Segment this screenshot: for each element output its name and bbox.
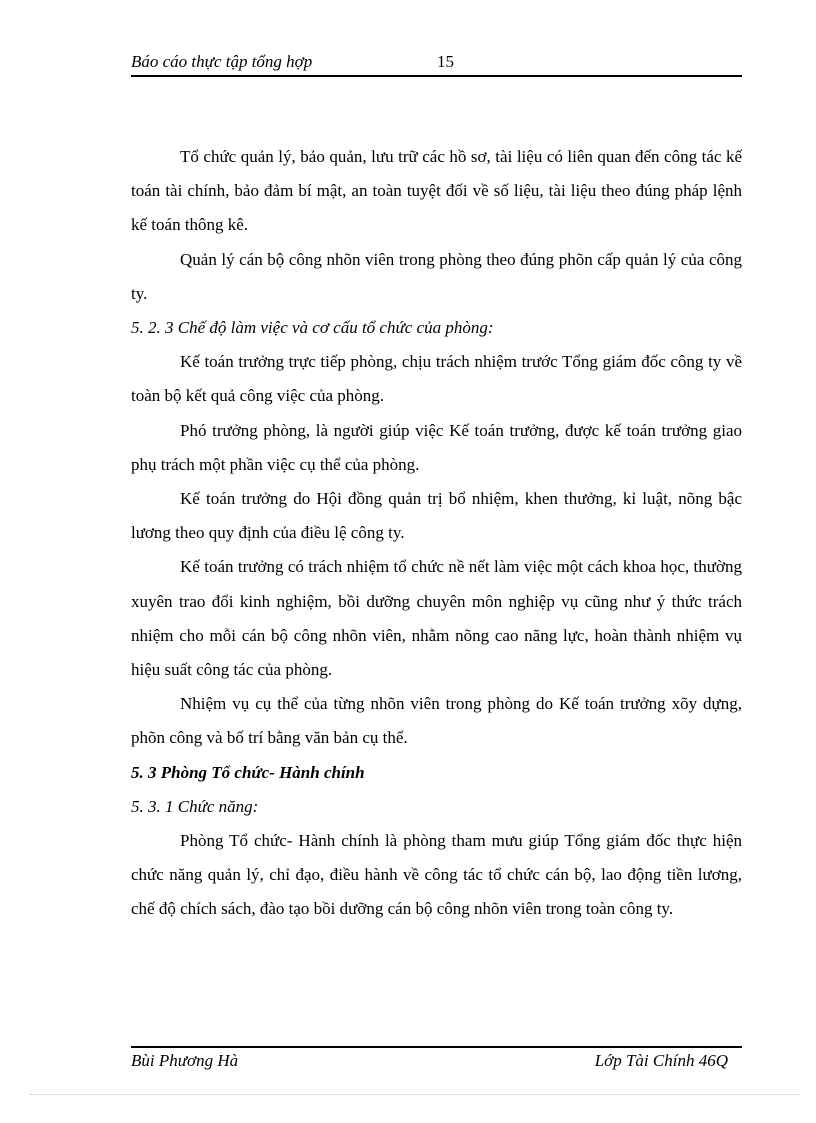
document-body: [131, 140, 742, 927]
bottom-dotted-line: [30, 1094, 800, 1095]
paragraph: Phó trưởng phòng, là người giúp việc Kế toán trưởng, được kế toán trưởng giao phụ trách một phần việc cụ thể của phòng.: [131, 420, 742, 474]
paragraph: Quản lý cán bộ công nhõn viên trong phòng theo đúng phõn cấp quản lý của công ty.: [131, 249, 742, 303]
header-rule: [131, 75, 742, 77]
paragraph: Phòng Tổ chức- Hành chính là phòng tham mưu giúp Tổng giám đốc thực hiện chức năng quản lý, chỉ đạo, điều hành về công tác tổ chức cán bộ, lao động tiền lương, chế độ chích sách, đào tạo bồi dưỡng cán bộ công nhõn viên trong toàn công ty.: [131, 831, 742, 919]
footer-class: Lớp Tài Chính 46Q: [594, 1051, 728, 1070]
page-number: 15: [437, 52, 454, 71]
page-header: [131, 52, 742, 76]
paragraph: Kế toán trưởng có trách nhiệm tổ chức nề nết làm việc một cách khoa học, thường xuyên trao đổi kinh nghiệm, bồi dưỡng chuyên môn nghiệp vụ cũng như ý thức trách nhiệm cho mỗi cán bộ công nhõn viên, nhằm nõng cao năng lực, hoàn thành nhiệm vụ hiệu suất công tác của phòng.: [131, 557, 742, 680]
subheading: 5. 2. 3 Chế độ làm việc và cơ cấu tổ chức của phòng:: [131, 318, 494, 338]
paragraph: Kế toán trưởng trực tiếp phòng, chịu trách nhiệm trước Tổng giám đốc công ty về toàn bộ kết quả công việc của phòng.: [131, 352, 742, 406]
header-title: Báo cáo thực tập tổng hợp: [131, 52, 313, 71]
paragraph: Kế toán trưởng do Hội đồng quản trị bổ nhiệm, khen thưởng, kỉ luật, nõng bậc lương theo quy định của điều lệ công ty.: [131, 489, 742, 543]
paragraph: Tổ chức quản lý, bảo quản, lưu trữ các hồ sơ, tài liệu có liên quan đến công tác kế toán tài chính, bảo đảm bí mật, an toàn tuyệt đối về số liệu, tài liệu theo đúng pháp lệnh kế toán thông kê.: [131, 147, 742, 235]
paragraph: Nhiệm vụ cụ thể của từng nhõn viên trong phòng do Kế toán trưởng xõy dựng, phõn công và bố trí bằng văn bản cụ thể.: [131, 694, 742, 748]
footer-author: Bùi Phương Hà: [131, 1051, 239, 1070]
footer-rule: [131, 1046, 742, 1048]
page-footer: [131, 1051, 742, 1075]
subheading: 5. 3. 1 Chức năng:: [131, 796, 259, 816]
section-heading: 5. 3 Phòng Tổ chức- Hành chính: [131, 762, 365, 782]
